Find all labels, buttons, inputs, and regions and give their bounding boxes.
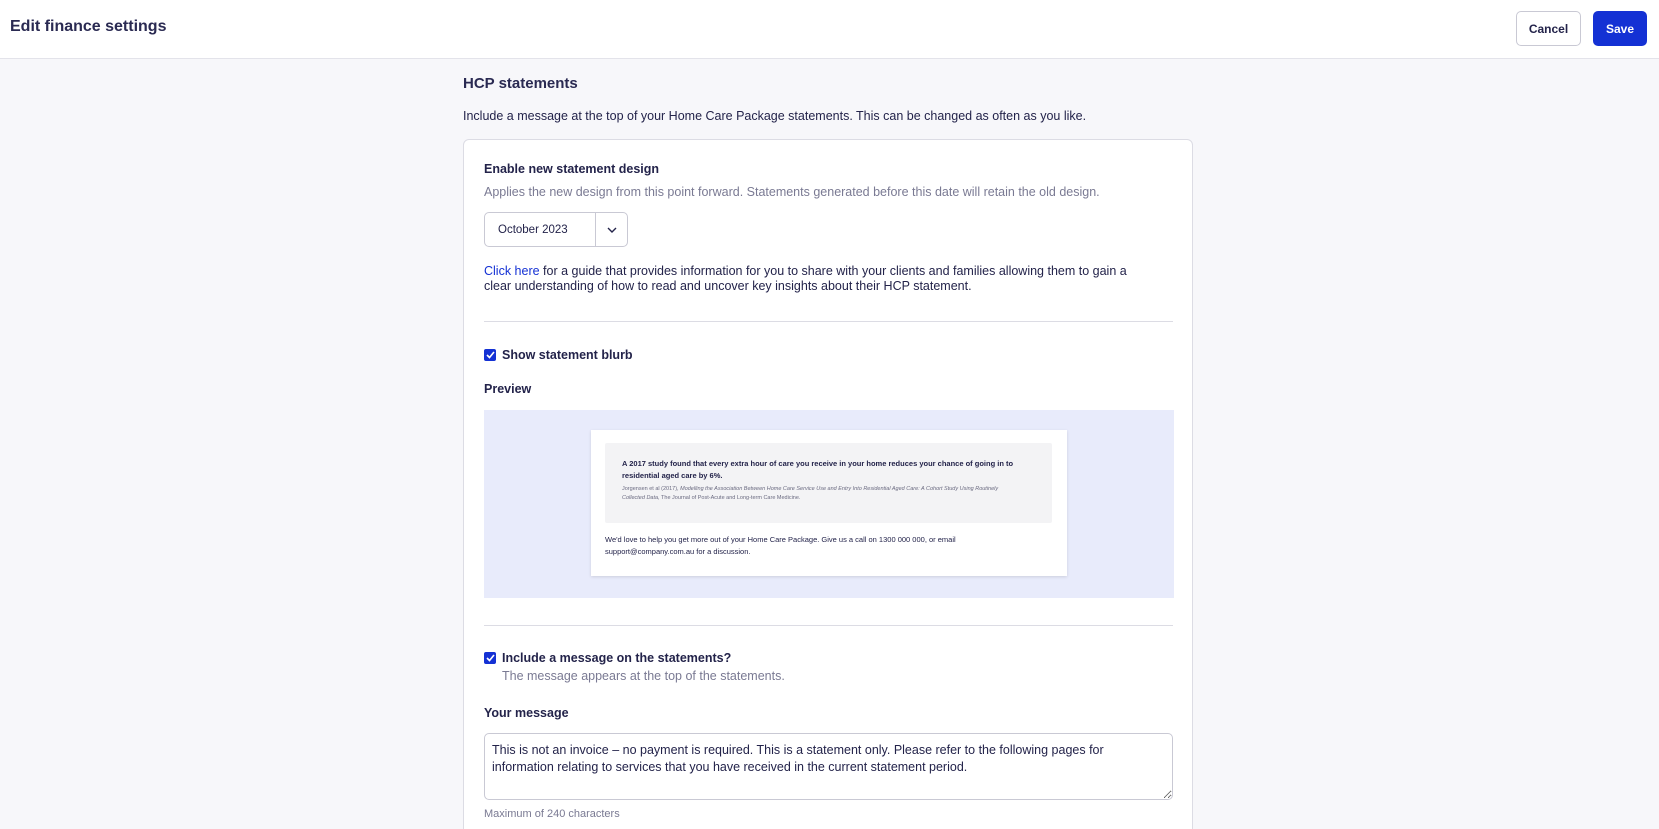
message-textarea[interactable] <box>484 733 1173 800</box>
guide-link[interactable]: Click here <box>484 264 540 278</box>
save-button[interactable]: Save <box>1593 11 1647 46</box>
preview-statement-page <box>591 430 1067 576</box>
guide-paragraph <box>484 264 1154 294</box>
divider <box>484 321 1173 322</box>
preview-contact-text: We'd love to help you get more out of your Home Care Package. Give us a call on 1300 000 000, or email support@company.com.au for a discussion. <box>605 535 956 556</box>
section-description: Include a message at the top of your Home Care Package statements. This can be changed as often as you like. <box>463 109 1087 123</box>
statement-design-label: Enable new statement design <box>484 162 660 176</box>
statement-design-help: Applies the new design from this point forward. Statements generated before this date will retain the old design. <box>484 185 1100 199</box>
checkmark-icon <box>486 654 495 662</box>
statement-month-value: October 2023 <box>498 223 568 236</box>
include-message-label[interactable]: Include a message on the statements? <box>502 651 732 665</box>
include-message-checkbox[interactable] <box>484 652 496 664</box>
blurb-preview <box>484 410 1174 598</box>
preview-label: Preview <box>484 382 532 396</box>
show-blurb-checkbox[interactable] <box>484 349 496 361</box>
settings-card <box>463 139 1193 829</box>
statement-month-select[interactable] <box>484 212 628 247</box>
chevron-down-icon[interactable] <box>595 213 627 246</box>
preview-quote-box <box>605 443 1052 523</box>
checkmark-icon <box>486 351 495 359</box>
page-title: Edit finance settings <box>10 18 167 35</box>
message-hint: Maximum of 240 characters <box>484 808 620 820</box>
citation-authors: Jorgensen et al (2017), <box>622 486 679 492</box>
message-field-label: Your message <box>484 706 569 720</box>
section-title: HCP statements <box>463 75 578 92</box>
show-blurb-label[interactable]: Show statement blurb <box>502 348 633 362</box>
divider <box>484 625 1173 626</box>
cancel-button[interactable]: Cancel <box>1516 11 1581 46</box>
citation-journal: The Journal of Post-Acute and Long-term Care Medicine. <box>661 495 801 501</box>
guide-text: for a guide that provides information for you to share with your clients and families allowing them to gain a clear understanding of how to read and uncover key insights about their HCP statement. <box>484 264 1127 293</box>
top-bar <box>0 0 1659 59</box>
citation-title: Modelling the Association Between Home Care Service Use and Entry Into Residential Aged Care: A Cohort Study Using Routinely Collected Data, <box>622 486 999 501</box>
include-message-help: The message appears at the top of the statements. <box>502 669 785 683</box>
preview-citation <box>622 485 1022 503</box>
preview-quote: A 2017 study found that every extra hour of care you receive in your home reduces your chance of going in to residential aged care by 6%. <box>622 459 1014 480</box>
